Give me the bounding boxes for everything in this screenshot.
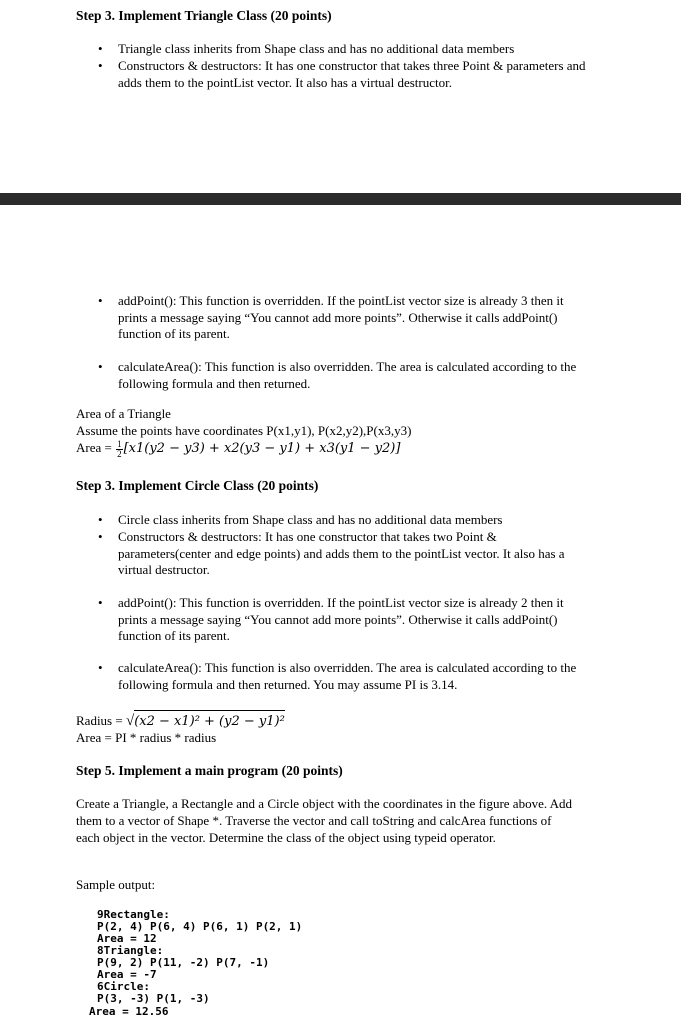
sample-output-last-line: Area = 12.56 <box>89 1005 169 1018</box>
bullet-icon: • <box>98 512 103 527</box>
sqrt-icon: √ <box>125 713 135 729</box>
circle-area-bullet: calculateArea(): This function is also overridden. The area is calculated according to the following formula and then returned. You may assume PI is 3.14. <box>118 660 577 692</box>
main-step-heading: Step 5. Implement a main program (20 points) <box>76 763 343 778</box>
bullet-icon: • <box>98 595 103 610</box>
circle-area-line: Area = PI * radius * radius <box>76 730 217 745</box>
fraction-denominator: 2 <box>117 448 122 459</box>
triangle-assume-text: Assume the points have coordinates P(x1,y1), P(x2,y2),P(x3,y3) <box>76 423 412 438</box>
triangle-step-heading: Step 3. Implement Triangle Class (20 points) <box>76 8 332 23</box>
triangle-area-formula <box>76 438 400 459</box>
formula-body: [x1(y2 − y3) + x2(y3 − y1) + x3(y1 − y2)] <box>123 441 401 456</box>
fraction-numerator: 1 <box>117 438 122 449</box>
formula-prefix: Area = <box>76 440 112 455</box>
triangle-bullet-1: Triangle class inherits from Shape class and has no additional data members <box>118 41 515 56</box>
radius-formula <box>76 710 285 732</box>
triangle-bullet-2: Constructors & destructors: It has one constructor that takes three Point & parameters and adds them to the pointList vector. It also has a virtual destructor. <box>118 58 586 90</box>
bullet-icon: • <box>98 58 103 73</box>
bullet-icon: • <box>98 293 103 308</box>
bullet-icon: • <box>98 359 103 374</box>
circle-bullet-2: Constructors & destructors: It has one constructor that takes two Point & parameters(center and edge points) and adds them to the pointList vector. It also has a virtual destructor. <box>118 529 565 577</box>
sample-output-code: 9Rectangle: P(2, 4) P(6, 4) P(6, 1) P(2, 1) Area = 12 8Triangle: P(9, 2) P(11, -2) P(7, -1) Area = -7 6Circle: P(3, -3) P(1, -3) <box>97 908 303 1005</box>
bullet-icon: • <box>98 41 103 56</box>
circle-step-heading: Step 3. Implement Circle Class (20 points) <box>76 478 319 493</box>
main-description: Create a Triangle, a Rectangle and a Circle object with the coordinates in the figure above. Add them to a vector of Shape *. Traverse the vector and call toString and calcArea functions of each object in the vector. Determine the class of the object using typeid operator. <box>76 796 573 845</box>
triangle-area-title: Area of a Triangle <box>76 406 171 421</box>
triangle-area-bullet: calculateArea(): This function is also overridden. The area is calculated according to the following formula and then returned. <box>118 359 577 391</box>
bullet-icon: • <box>98 660 103 675</box>
radius-expression: (x2 − x1)² + (y2 − y1)² <box>134 710 285 732</box>
triangle-addpoint-bullet: addPoint(): This function is overridden. If the pointList vector size is already 3 then it prints a message saying “You cannot add more points”. Otherwise it calls addPoint() function of its parent. <box>118 293 564 341</box>
circle-addpoint-bullet: addPoint(): This function is overridden. If the pointList vector size is already 2 then it prints a message saying “You cannot add more points”. Otherwise it calls addPoint() function of its parent. <box>118 595 564 643</box>
bullet-icon: • <box>98 529 103 544</box>
radius-prefix: Radius = <box>76 713 123 728</box>
sample-output-label: Sample output: <box>76 877 156 892</box>
formula-fraction <box>116 440 123 459</box>
circle-bullet-1: Circle class inherits from Shape class and has no additional data members <box>118 512 503 527</box>
page-divider <box>0 193 681 205</box>
